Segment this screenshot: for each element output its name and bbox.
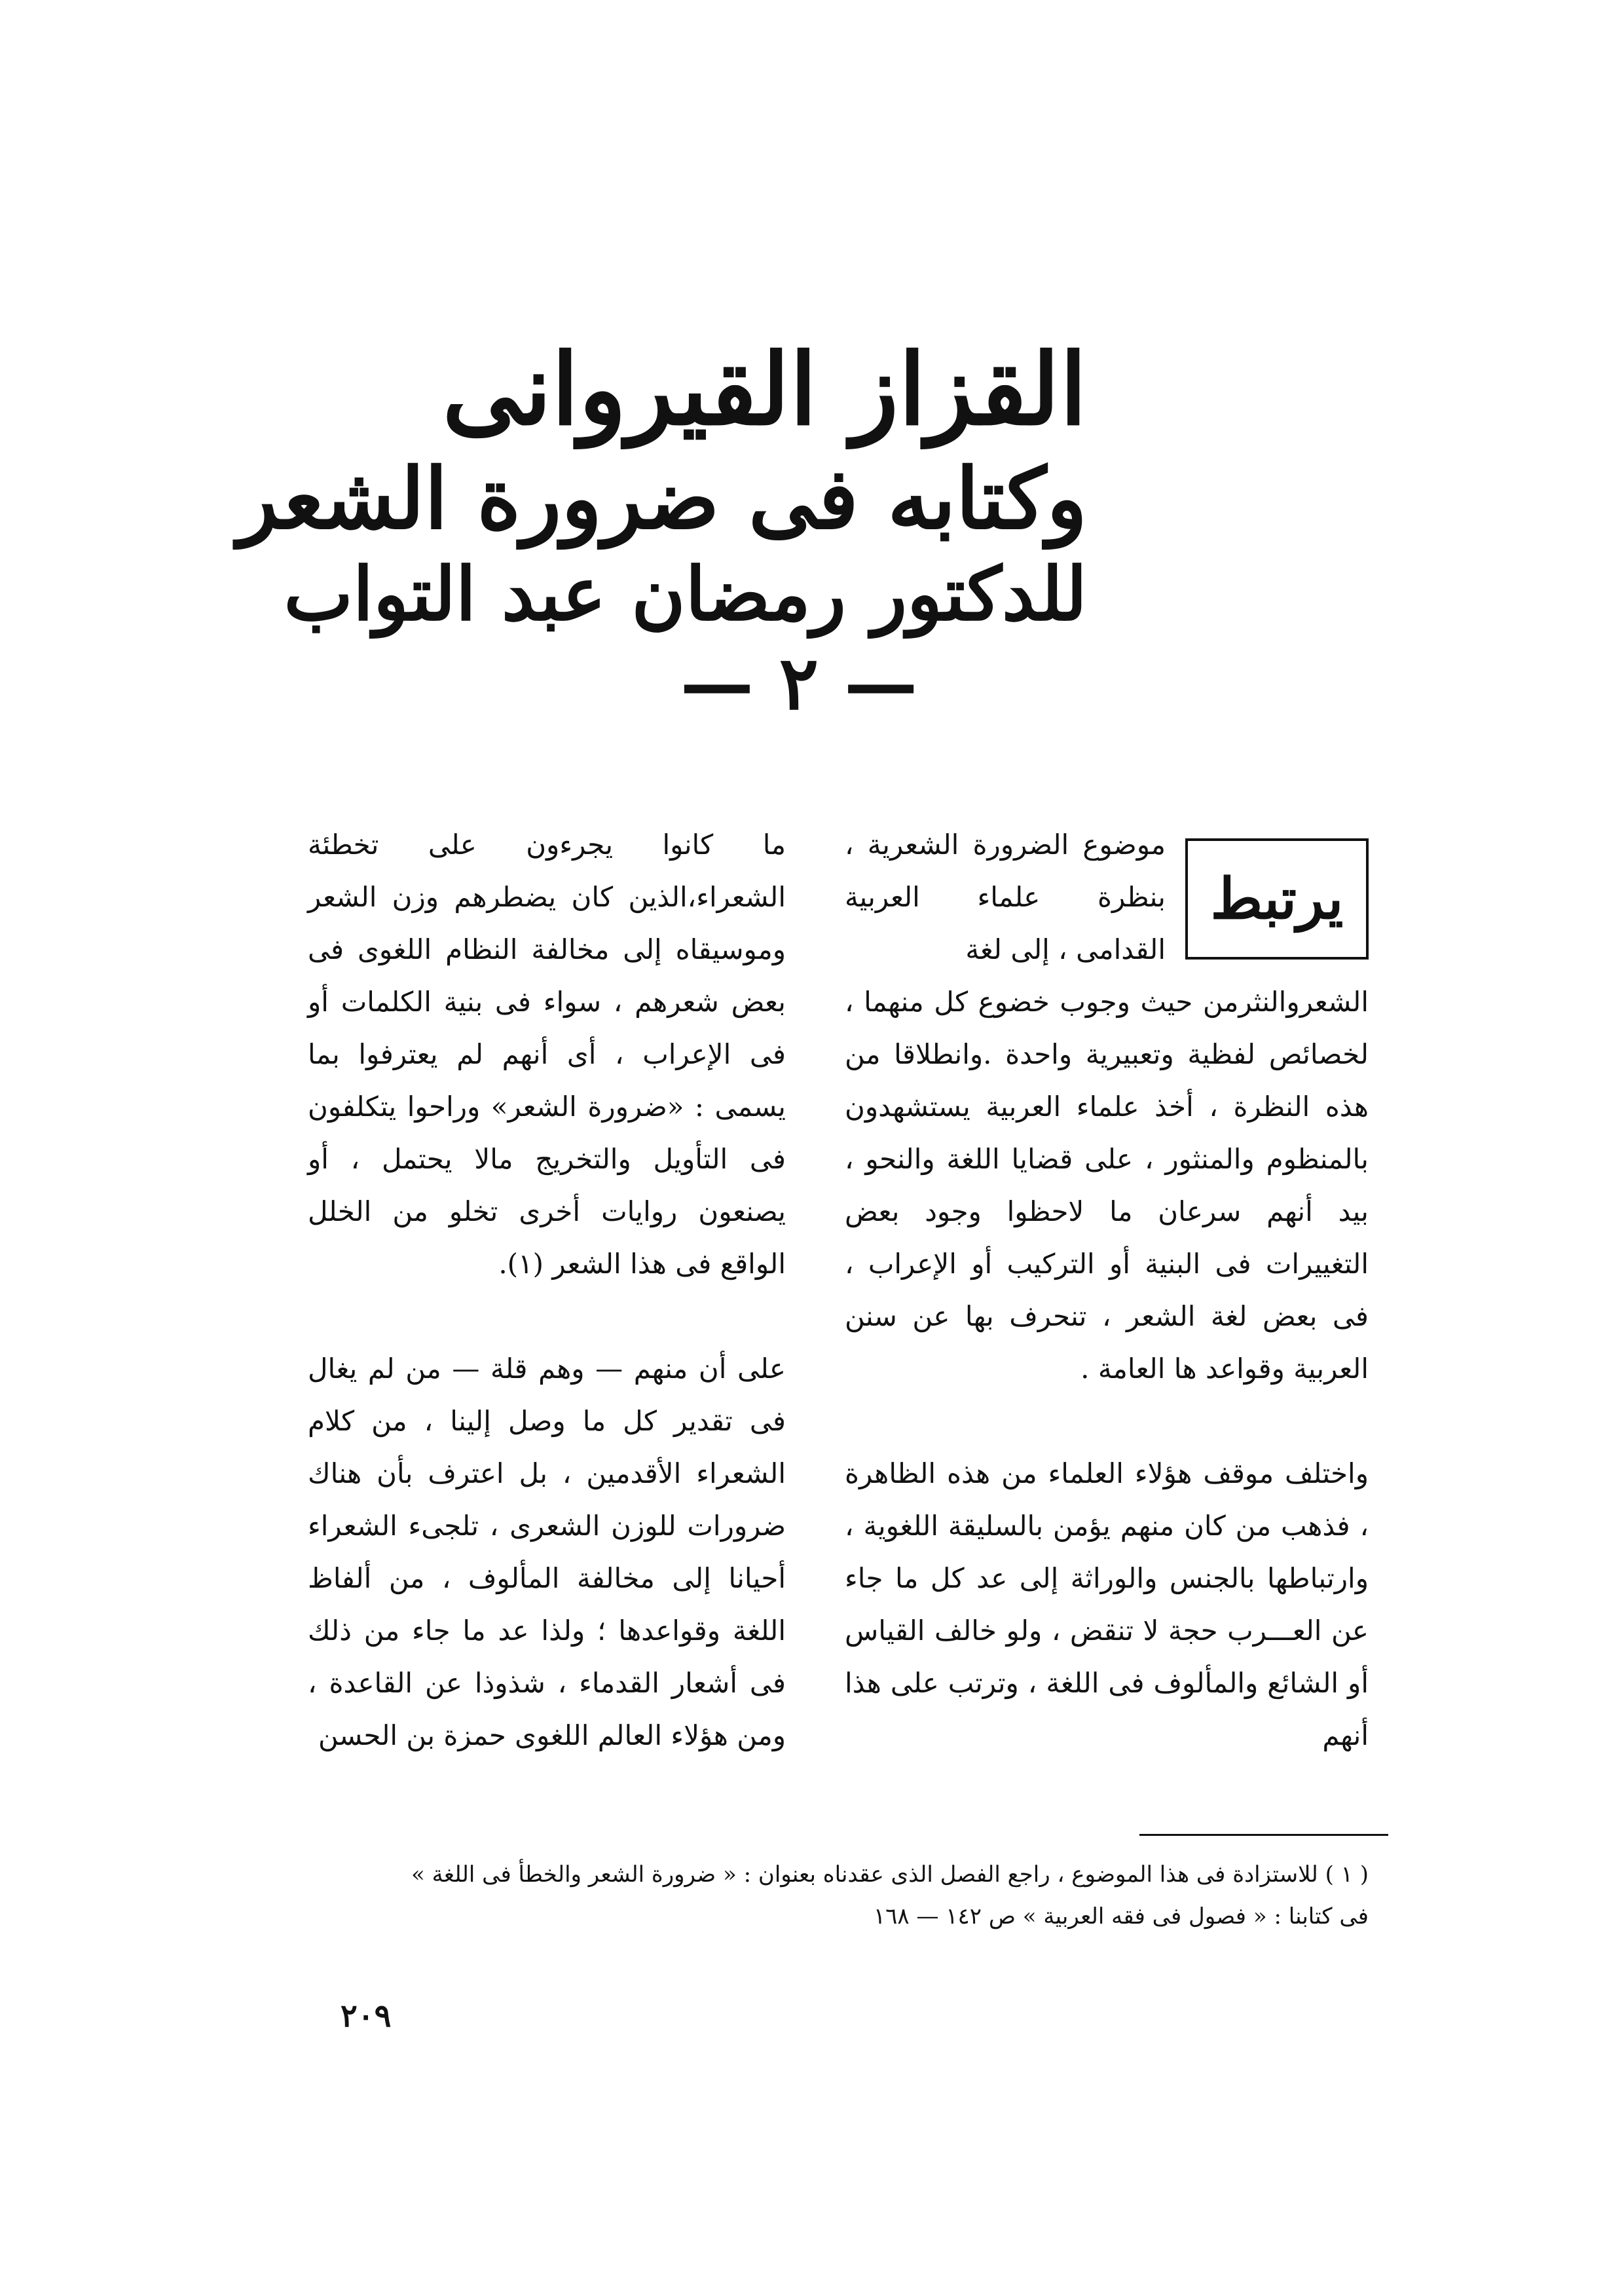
article-subtitle: وكتابه فى ضرورة الشعر [237,450,1087,548]
footnote-rule [1139,1834,1388,1836]
lead-word: يرتبط [1210,865,1344,932]
right-column-paragraph-2: واختلف موقف هؤلاء العلماء من هذه الظاهرة ، فذهب من كان منهم يؤمن بالسليقة اللغوية ، وارتباطها بالجنس والوراثة إلى عد كل ما جاء عن العـــرب حجة لا تنقض ، ولو خالف القياس أو الشائع والمألوف فى اللغة ، وترتب على هذا أنهم [845,1457,1369,1751]
article-author: للدكتور رمضان عبد التواب [284,551,1087,637]
right-column-paragraph-1-wrapped: موضوع الضرورة الشعرية ، بنظرة علماء العربية القدامى ، إلى لغة [845,829,1166,965]
right-column [845,819,1369,1762]
left-column-paragraph-2: على أن منهم — وهم قلة — من لم يغال فى تقدير كل ما وصل إلينا ، من كلام الشعراء الأقدمين ، بل اعترف بأن هناك ضرورات للوزن الشعرى ، تلجىء الشعراء أحيانا إلى مخالفة المألوف ، من ألفاظ اللغة وقواعدها ؛ ولذا عد ما جاء من ذلك فى أشعار القدماء ، شذوذا عن القاعدة ، ومن هؤلاء العالم اللغوى حمزة بن الحسن [308,1353,786,1751]
right-column-paragraph-1: الشعروالنثرمن حيث وجوب خضوع كل منهما ، لخصائص لفظية وتعبيرية واحدة .وانطلاقا من هذه النظرة ، أخذ علماء العربية يستشهدون بالمنظوم والمنثور ، على قضايا اللغة والنحو ، بيد أنهم سرعان ما لاحظوا وجود بعض التغييرات فى البنية أو التركيب أو الإعراب ، فى بعض لغة الشعر ، تنحرف بها عن سنن العربية وقواعد ها العامة . [845,986,1369,1385]
page-number: ٢٠٩ [341,1998,392,2034]
footnote-line-1: ( ١ ) للاستزادة فى هذا الموضوع ، راجع الفصل الذى عقدناه بعنوان : « ضرورة الشعر والخطأ فى اللغة » [411,1861,1369,1888]
footnote-line-2: فى كتابنا : « فصول فى فقه العربية » ص ١٤٢ — ١٦٨ [873,1903,1369,1930]
article-title-block [237,332,1087,726]
article-title: القزاز القيروانى [442,332,1087,447]
footnote [308,1854,1369,1937]
left-column-paragraph-1: ما كانوا يجرءون على تخطئة الشعراء،الذين كان يضطرهم وزن الشعر وموسيقاه إلى مخالفة النظام اللغوى فى بعض شعرهم ، سواء فى بنية الكلمات أو فى الإعراب ، أى أنهم لم يعترفوا بما يسمى : «ضرورة الشعر» وراحوا يتكلفون فى التأويل والتخريج مالا يحتمل ، أو يصنعون روايات أخرى تخلو من الخلل الواقع فى هذا الشعر (١). [308,829,786,1280]
article-part-number: — ٢ — [680,641,918,726]
lead-word-box [1185,838,1369,960]
left-column [308,819,786,1762]
